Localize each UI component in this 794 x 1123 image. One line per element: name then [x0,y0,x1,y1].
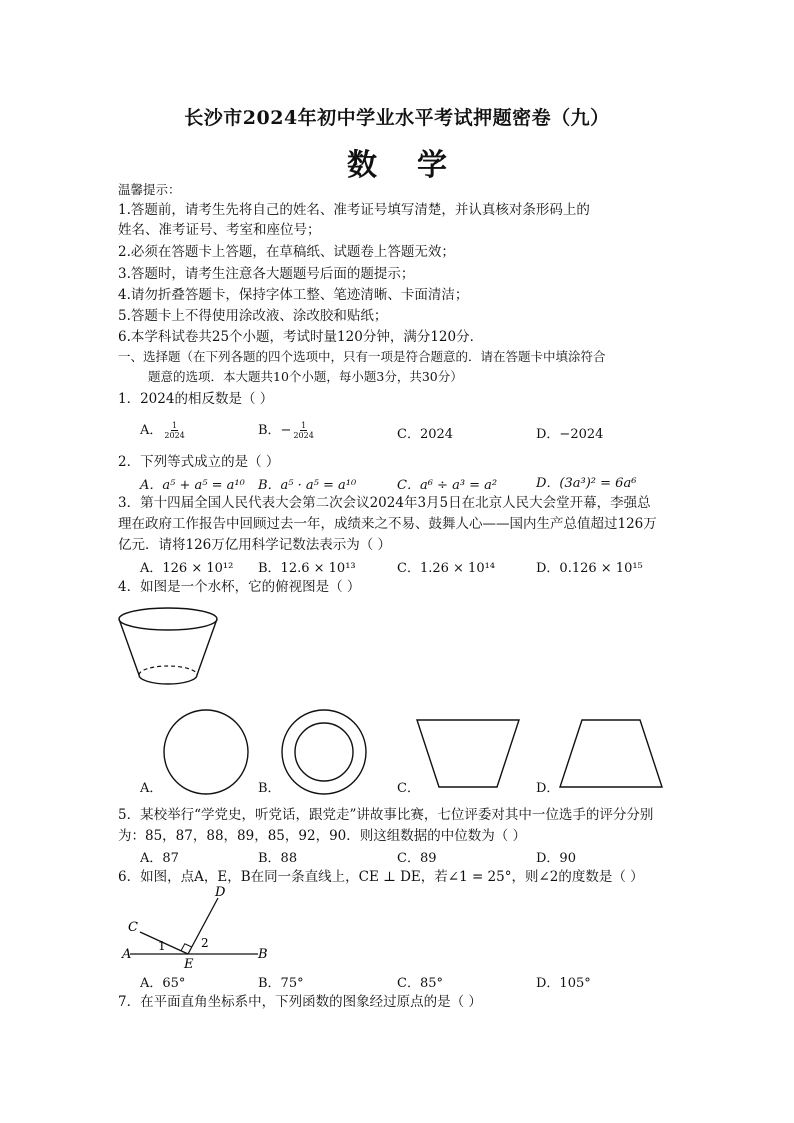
cup-figure [114,603,222,693]
tip-3: 3.答题时，请考生注意各大题题号后面的题提示； [118,266,415,282]
q6-option-c[interactable]: C．85° [397,976,443,991]
angle-1-label: 1 [158,939,166,953]
section-1-header-cont: 题意的选项．本大题共10个小题，每小题3分，共30分） [148,369,463,384]
q3-option-c[interactable]: C．1.26 × 10¹⁴ [397,561,496,576]
q5-option-a[interactable]: A．87 [140,851,179,866]
q2-stem: 2．下列等式成立的是（ ） [118,454,280,470]
q3-line-3: 亿元．请将126万亿用科学记数法表示为（ ） [118,537,392,553]
q5-line-2: 为：85，87，88，89，85，92，90．则这组数据的中位数为（ ） [118,828,527,844]
q4-option-d[interactable]: D． [536,781,560,796]
q4-option-a[interactable]: A． [140,781,163,796]
section-1-header: 一、选择题（在下列各题的四个选项中，只有一项是符合题意的．请在答题卡中填涂符合 [118,349,606,364]
q6-option-d[interactable]: D．105° [536,976,591,991]
q5-option-d[interactable]: D．90 [536,851,576,866]
label-b: B [258,947,268,962]
q1-option-d[interactable]: D．−2024 [536,427,604,442]
q4-option-b[interactable]: B． [258,781,281,796]
angle-2-label: 2 [201,936,209,950]
q2-option-a[interactable]: A．a⁵ + a⁵ = a¹⁰ [140,478,245,493]
q4-stem: 4．如图是一个水杯，它的俯视图是（ ） [118,579,361,595]
q5-option-c[interactable]: C．89 [397,851,437,866]
fraction: $\frac{1}{2024}$ [293,421,314,440]
q3-line-2: 理在政府工作报告中回顾过去一年，成绩来之不易、鼓舞人心——国内生产总值超过126万 [118,516,657,532]
q3-line-1: 3．第十四届全国人民代表大会第二次会议2024年3月5日在北京人民大会堂开幕，李强总 [118,495,651,511]
tip-1-cont: 姓名、准考证号、考室和座位号； [118,222,321,238]
label-a: A [122,947,132,962]
tip-6: 6.本学科试卷共25个小题，考试时量120分钟，满分120分． [118,329,484,345]
q1-option-b[interactable] [258,419,316,440]
label-c: C [128,920,138,935]
label-d: D [215,885,226,900]
q1-option-a[interactable] [140,419,187,440]
subject-title: 数学 [347,148,487,183]
tip-4: 4.请勿折叠答题卡，保持字体工整、笔迹清晰、卡面清洁； [118,287,469,303]
q3-option-b[interactable]: B．12.6 × 10¹³ [258,561,356,576]
tips-heading: 温馨提示： [118,182,181,197]
q2-option-c[interactable]: C．a⁶ ÷ a³ = a² [397,478,498,493]
q6-option-a[interactable]: A．65° [140,976,186,991]
tip-1: 1.答题前，请考生先将自己的姓名、准考证号填写清楚，并认真核对条形码上的 [118,202,590,218]
q6-stem: 6．如图，点A，E，B在同一条直线上，CE ⊥ DE，若∠1 = 25°，则∠2的度数是（ ） [118,869,644,885]
q3-option-a[interactable]: A．126 × 10¹² [140,561,234,576]
option-b-ring-figure [278,706,370,798]
option-c-trapezoid-figure [413,715,523,791]
option-label: A． [140,423,163,438]
q1-stem: 1．2024的相反数是（ ） [118,391,274,407]
q5-line-1: 5．某校举行“学党史，听党话，跟党走”讲故事比赛，七位评委对其中一位选手的评分分别 [118,807,654,823]
option-d-trapezoid-figure [556,715,666,791]
fraction: $\frac{1}{2024}$ [164,421,185,440]
label-e: E [184,957,194,970]
q2-option-d[interactable]: D．(3a³)² = 6a⁶ [536,476,637,491]
q1-option-c[interactable]: C．2024 [397,427,454,442]
exam-title: 长沙市2024年初中学业水平考试押题密卷（九） [184,107,610,129]
tip-5: 5.答题卡上不得使用涂改液、涂改胶和贴纸； [118,308,388,324]
angle-figure [118,884,278,970]
q3-option-d[interactable]: D．0.126 × 10¹⁵ [536,561,643,576]
option-a-circle-figure [160,706,252,798]
q4-option-c[interactable]: C． [397,781,420,796]
q5-option-b[interactable]: B．88 [258,851,298,866]
q2-option-b[interactable]: B．a⁵ · a⁵ = a¹⁰ [258,478,357,493]
q6-option-b[interactable]: B．75° [258,976,304,991]
q7-stem: 7．在平面直角坐标系中，下列函数的图象经过原点的是（ ） [118,994,482,1010]
tip-2: 2.必须在答题卡上答题，在草稿纸、试题卷上答题无效； [118,244,455,260]
option-label: B．− [258,423,292,438]
